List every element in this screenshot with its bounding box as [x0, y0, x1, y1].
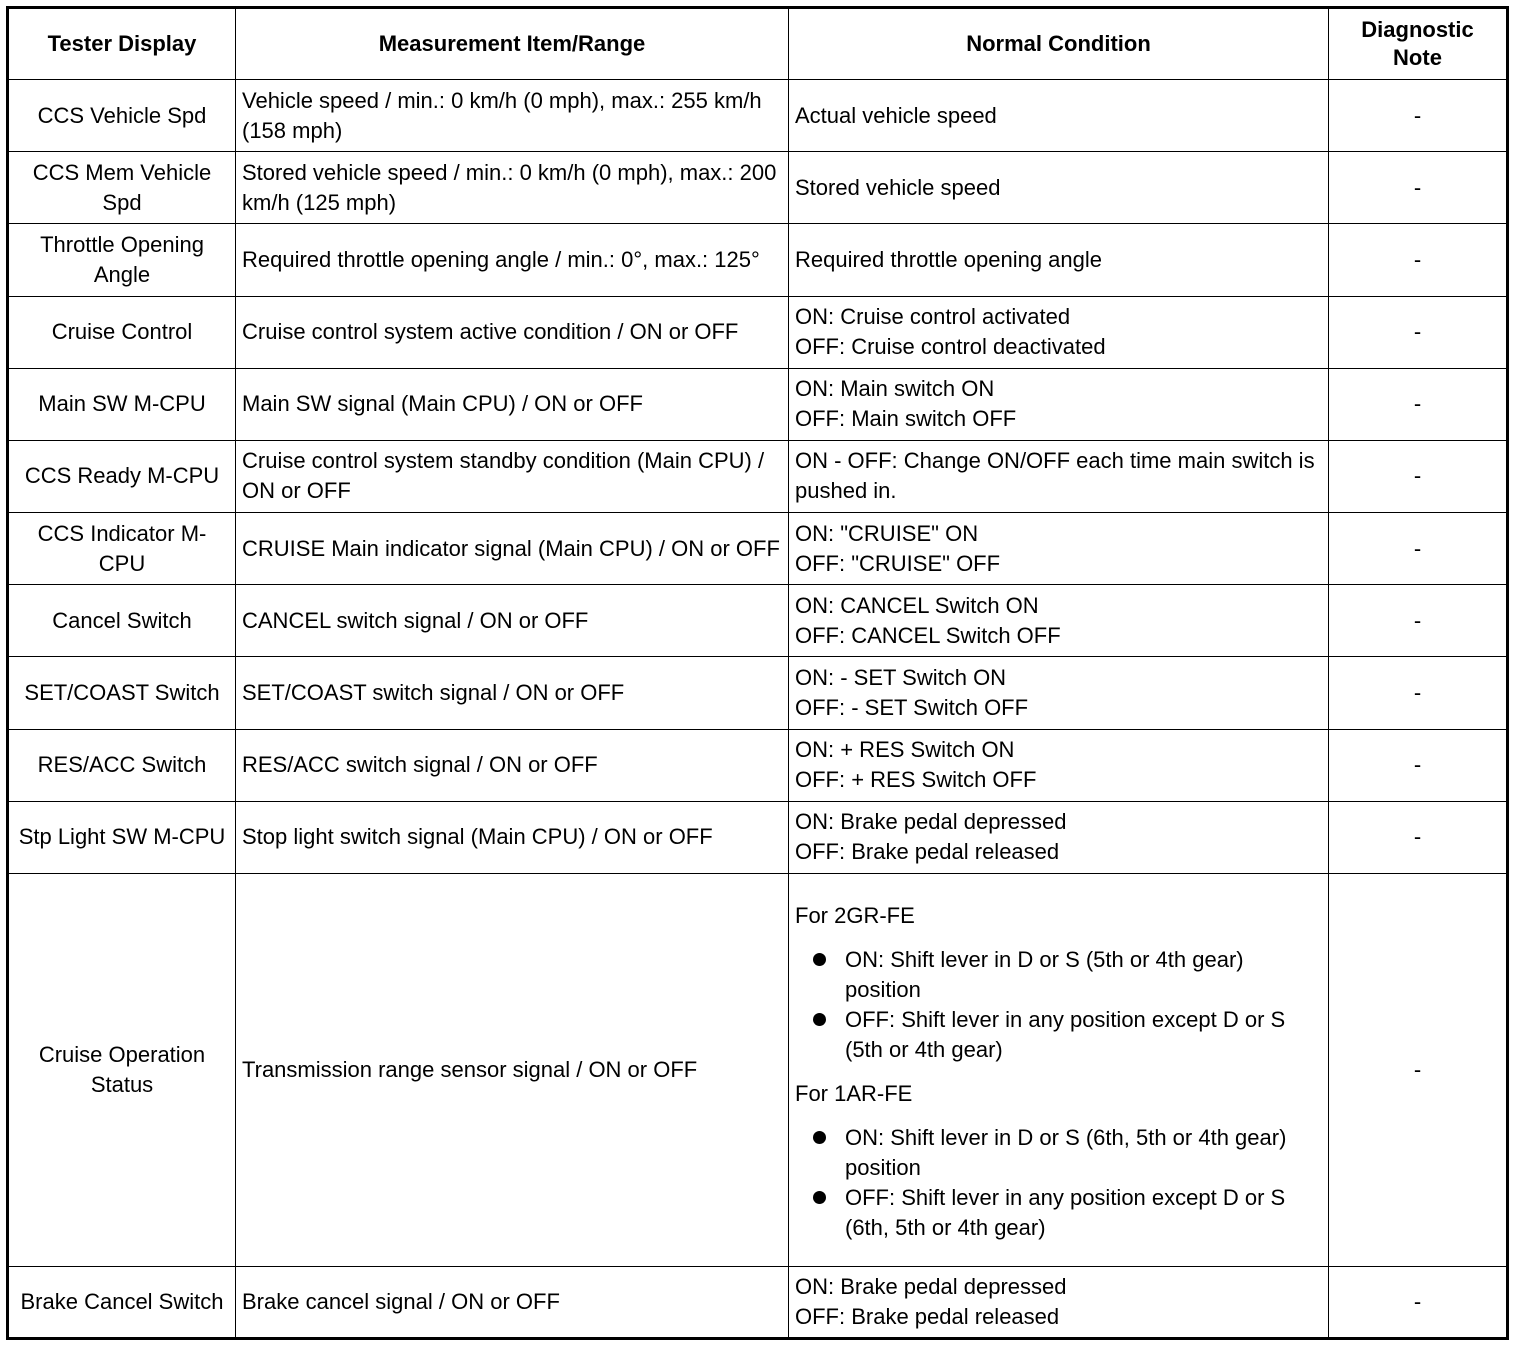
- diagnostic-note-cell: -: [1329, 440, 1508, 512]
- bullet-text: OFF: Shift lever in any position except D or S (6th, 5th or 4th gear): [845, 1184, 1286, 1240]
- normal-line: ON - OFF: Change ON/OFF each time main switch is pushed in.: [795, 448, 1315, 504]
- list-item: [795, 1183, 1322, 1243]
- table-row: [8, 729, 1508, 801]
- table-row: [8, 152, 1508, 224]
- table-row: [8, 513, 1508, 585]
- normal-condition-cell: [789, 368, 1329, 440]
- measurement-cell: CRUISE Main indicator signal (Main CPU) / ON or OFF: [236, 513, 789, 585]
- measurement-cell: Cruise control system active condition / ON or OFF: [236, 296, 789, 368]
- diagnostic-note-cell: -: [1329, 657, 1508, 729]
- normal-condition-cell: [789, 873, 1329, 1266]
- diagnostic-note-cell: -: [1329, 1266, 1508, 1338]
- tester-display-cell: Throttle Opening Angle: [8, 224, 236, 296]
- tester-display-cell: Brake Cancel Switch: [8, 1266, 236, 1338]
- header-row: [8, 8, 1508, 80]
- normal-line: ON: Brake pedal depressed: [795, 1273, 1067, 1299]
- bullet-text: ON: Shift lever in D or S (5th or 4th gear) position: [845, 946, 1244, 1002]
- normal-line: OFF: "CRUISE" OFF: [795, 550, 1001, 576]
- table-row: [8, 1266, 1508, 1338]
- table-row: [8, 585, 1508, 657]
- tester-display-cell: Cancel Switch: [8, 585, 236, 657]
- table-row: [8, 440, 1508, 512]
- header-tester-display: Tester Display: [8, 8, 236, 80]
- diagnostic-note-cell: -: [1329, 80, 1508, 152]
- normal-condition-cell: [789, 513, 1329, 585]
- list-item: [795, 1005, 1322, 1065]
- normal-line: ON: - SET Switch ON: [795, 664, 1007, 690]
- diagnostic-note-cell: -: [1329, 513, 1508, 585]
- measurement-cell: RES/ACC switch signal / ON or OFF: [236, 729, 789, 801]
- header-measurement: Measurement Item/Range: [236, 8, 789, 80]
- header-normal-condition: Normal Condition: [789, 8, 1329, 80]
- table-row: [8, 657, 1508, 729]
- measurement-cell: Cruise control system standby condition (Main CPU) / ON or OFF: [236, 440, 789, 512]
- table-row-cruise-operation: [8, 873, 1508, 1266]
- table-row: [8, 296, 1508, 368]
- table-row: [8, 801, 1508, 873]
- normal-condition-cell: [789, 729, 1329, 801]
- diagnostic-note-cell: -: [1329, 585, 1508, 657]
- diagnostic-note-cell: -: [1329, 873, 1508, 1266]
- bullet-icon: [813, 1191, 826, 1204]
- normal-line: ON: Cruise control activated: [795, 304, 1071, 330]
- list-item: [795, 945, 1322, 1005]
- normal-condition-cell: [789, 440, 1329, 512]
- normal-line: ON: "CRUISE" ON: [795, 520, 979, 546]
- tester-display-cell: Main SW M-CPU: [8, 368, 236, 440]
- measurement-cell: Stop light switch signal (Main CPU) / ON or OFF: [236, 801, 789, 873]
- data-list-table: [6, 6, 1509, 1340]
- header-diagnostic-note: Diagnostic Note: [1329, 8, 1508, 80]
- bullet-text: ON: Shift lever in D or S (6th, 5th or 4th gear) position: [845, 1124, 1287, 1180]
- normal-line: Actual vehicle speed: [795, 102, 997, 128]
- measurement-cell: Transmission range sensor signal / ON or OFF: [236, 873, 789, 1266]
- tester-display-cell: CCS Indicator M-CPU: [8, 513, 236, 585]
- tester-display-cell: SET/COAST Switch: [8, 657, 236, 729]
- measurement-cell: Main SW signal (Main CPU) / ON or OFF: [236, 368, 789, 440]
- normal-condition-cell: [789, 224, 1329, 296]
- diagnostic-note-cell: -: [1329, 729, 1508, 801]
- bullet-icon: [813, 953, 826, 966]
- normal-line: OFF: + RES Switch OFF: [795, 767, 1037, 793]
- normal-line: Stored vehicle speed: [795, 174, 1001, 200]
- normal-line: ON: CANCEL Switch ON: [795, 592, 1039, 618]
- tester-display-cell: RES/ACC Switch: [8, 729, 236, 801]
- engine-section-title: For 1AR-FE: [795, 1080, 913, 1106]
- normal-condition-cell: [789, 801, 1329, 873]
- normal-line: OFF: Cruise control deactivated: [795, 334, 1106, 360]
- measurement-cell: Required throttle opening angle / min.: 0°, max.: 125°: [236, 224, 789, 296]
- tester-display-cell: CCS Ready M-CPU: [8, 440, 236, 512]
- tester-display-cell: CCS Mem Vehicle Spd: [8, 152, 236, 224]
- measurement-cell: Stored vehicle speed / min.: 0 km/h (0 mph), max.: 200 km/h (125 mph): [236, 152, 789, 224]
- list-item: [795, 1123, 1322, 1183]
- diagnostic-note-cell: -: [1329, 224, 1508, 296]
- measurement-cell: SET/COAST switch signal / ON or OFF: [236, 657, 789, 729]
- table-row: [8, 224, 1508, 296]
- bullet-icon: [813, 1013, 826, 1026]
- normal-line: OFF: Brake pedal released: [795, 1303, 1060, 1329]
- normal-condition-cell: [789, 1266, 1329, 1338]
- tester-display-cell: CCS Vehicle Spd: [8, 80, 236, 152]
- normal-line: OFF: Main switch OFF: [795, 406, 1017, 432]
- diagnostic-note-cell: -: [1329, 368, 1508, 440]
- diagnostic-note-cell: -: [1329, 801, 1508, 873]
- table-row: [8, 80, 1508, 152]
- measurement-cell: Brake cancel signal / ON or OFF: [236, 1266, 789, 1338]
- engine-section-title: For 2GR-FE: [795, 902, 915, 928]
- normal-condition-cell: [789, 80, 1329, 152]
- diagnostic-note-cell: -: [1329, 152, 1508, 224]
- normal-line: OFF: CANCEL Switch OFF: [795, 622, 1061, 648]
- bullet-text: OFF: Shift lever in any position except D or S (5th or 4th gear): [845, 1006, 1286, 1062]
- normal-condition-cell: [789, 657, 1329, 729]
- table-row: [8, 368, 1508, 440]
- normal-line: OFF: - SET Switch OFF: [795, 694, 1029, 720]
- normal-line: Required throttle opening angle: [795, 246, 1103, 272]
- condition-bullet-list: [795, 1123, 1322, 1243]
- normal-line: ON: Brake pedal depressed: [795, 809, 1067, 835]
- diagnostic-note-cell: -: [1329, 296, 1508, 368]
- measurement-cell: CANCEL switch signal / ON or OFF: [236, 585, 789, 657]
- tester-display-cell: Cruise Operation Status: [8, 873, 236, 1266]
- measurement-cell: Vehicle speed / min.: 0 km/h (0 mph), max.: 255 km/h (158 mph): [236, 80, 789, 152]
- normal-condition-cell: [789, 296, 1329, 368]
- normal-line: OFF: Brake pedal released: [795, 839, 1060, 865]
- normal-line: ON: Main switch ON: [795, 376, 995, 402]
- tester-display-cell: Stp Light SW M-CPU: [8, 801, 236, 873]
- normal-condition-cell: [789, 152, 1329, 224]
- bullet-icon: [813, 1131, 826, 1144]
- tester-display-cell: Cruise Control: [8, 296, 236, 368]
- normal-condition-cell: [789, 585, 1329, 657]
- normal-line: ON: + RES Switch ON: [795, 737, 1015, 763]
- condition-bullet-list: [795, 945, 1322, 1065]
